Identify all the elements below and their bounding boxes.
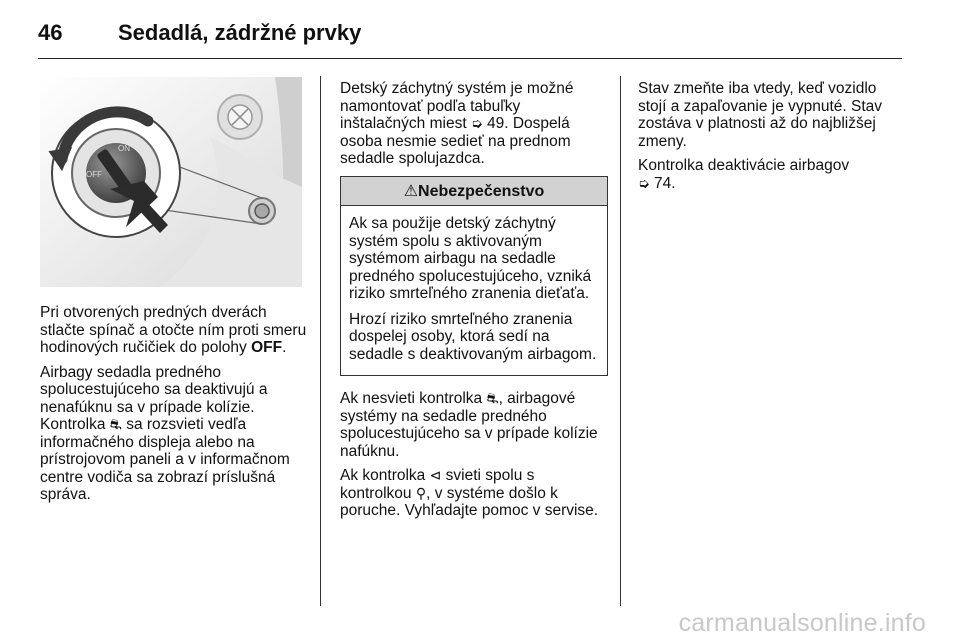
column-divider-2 — [620, 76, 621, 606]
paragraph-change-state: Stav zmeňte iba vtedy, keď vozidlo stojí a zapaľovanie je vypnuté. Stav zostáva v platnosti až do najbližšej zmeny. — [638, 80, 883, 150]
header-rule — [38, 58, 902, 59]
off-label: OFF — [86, 170, 102, 179]
danger-warning-header — [341, 177, 607, 207]
page-reference-link[interactable]: 49 — [487, 115, 505, 132]
airbag-off-icon: ⛐ — [486, 390, 499, 406]
airbag-off-icon: ⛐ — [109, 416, 122, 432]
column-1 — [40, 304, 308, 511]
paragraph-airbag-deactivation: Airbagy sedadla predného spolucestujúceho sa deaktivujú a nenafúknu sa v prípade kolízie. Kontrolka ⛐ sa rozsvieti vedľa informačného displeja alebo na prístrojovom paneli a v informačnom centre vodiča sa zobrazí príslušná správa. — [40, 363, 290, 503]
danger-warning-body — [341, 206, 607, 375]
airbag-switch-illustration — [40, 77, 302, 287]
airbag-switch-drawing — [40, 77, 302, 287]
page-reference-link[interactable]: 74 — [654, 174, 672, 192]
reference-arrow-icon: ➭ — [638, 174, 650, 191]
paragraph-indicator-off: Ak nesvieti kontrolka ⛐, airbagové systémy na sedadle predného spolucestujúceho sa v prípade kolízie nafúknu. — [340, 390, 598, 460]
on-label: ON — [118, 144, 130, 153]
page-number: 46 — [38, 20, 63, 45]
off-position-label: OFF — [251, 339, 283, 356]
seatbelt-airbag-icon: ⚲ — [415, 484, 427, 501]
reference-arrow-icon: ➭ — [470, 115, 483, 131]
warning-paragraph-child: Ak sa použije detský záchytný systém spolu s aktivovaným systémom airbagu na sedadle predného spolucestujúceho, vzniká riziko smrteľného zranenia dieťaťa. — [349, 215, 592, 302]
column-2 — [340, 80, 608, 527]
danger-warning-box — [340, 176, 608, 377]
paragraph-switch-instructions: Pri otvorených predných dverách stlačte spínač a otočte ním proti smeru hodinových ručičiek do polohy OFF. — [40, 304, 307, 356]
warning-paragraph-adult: Hrozí riziko smrteľného zranenia dospelej osoby, ktorá sedí na sedadle s deaktivovaným airbagom. — [349, 310, 597, 363]
column-3 — [638, 80, 902, 199]
paragraph-indicator-reference: Kontrolka deaktivácie airbagov ➭ 74. — [638, 157, 850, 192]
paragraph-child-seat: Detský záchytný systém je možné namontovať podľa tabuľky inštalačných miest ➭ 49. Dospelá osoba nesmie sedieť na prednom sedadle spolujazdca. — [340, 80, 574, 167]
column-divider-1 — [320, 76, 321, 606]
paragraph-fault: Ak kontrolka ⊲ svieti spolu s kontrolkou ⚲, v systéme došlo k poruche. Vyhľadajte pomoc v servise. — [340, 467, 599, 519]
page-title: Sedadlá, zádržné prvky — [118, 20, 362, 45]
airbag-warning-icon: ⊲ — [429, 467, 442, 483]
watermark: carmanualsonline.info — [678, 609, 926, 637]
danger-warning-title: Nebezpečenstvo — [418, 182, 545, 200]
warning-triangle-icon: ⚠ — [403, 182, 419, 200]
